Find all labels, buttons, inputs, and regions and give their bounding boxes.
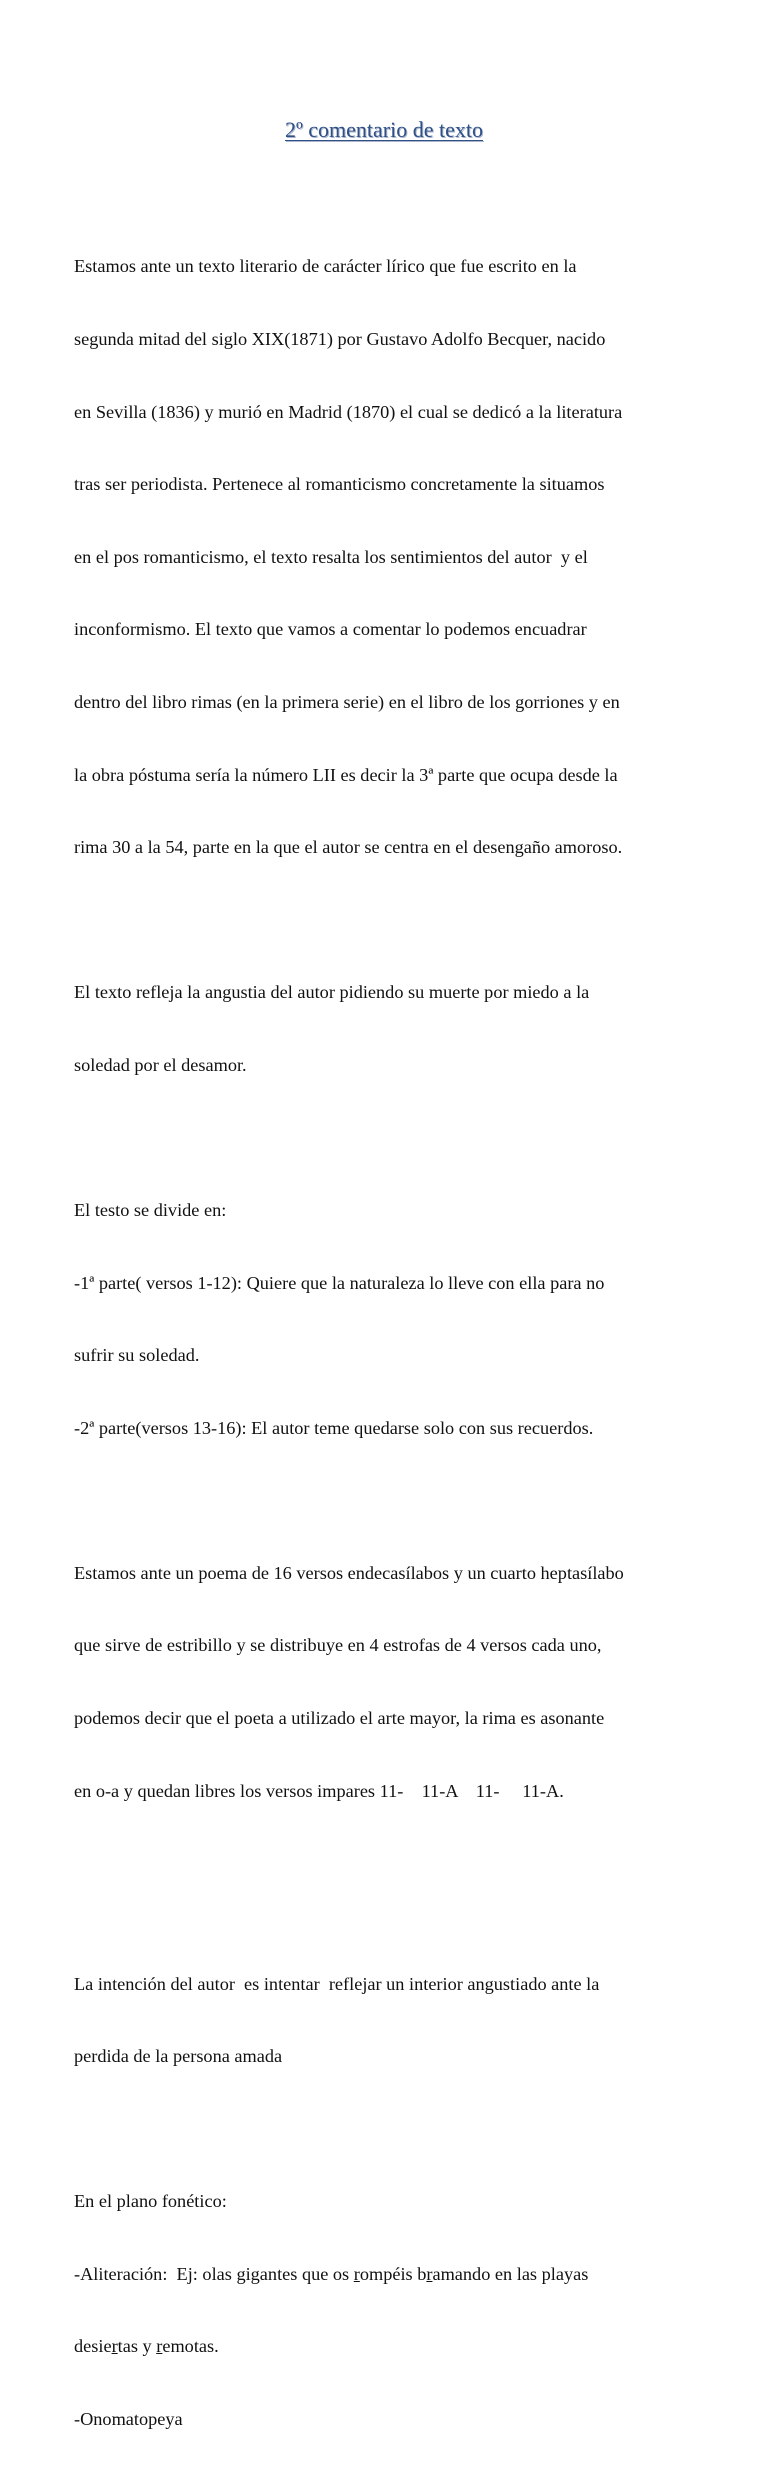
text-line: -Onomatopeya <box>74 2409 183 2430</box>
paragraph-intention <box>74 1923 714 2117</box>
text-line: -2ª parte(versos 13-16): El autor teme quedarse solo con sus recuerdos. <box>74 1417 594 1438</box>
paragraph-phonetic <box>74 2141 714 2480</box>
text-line: rima 30 a la 54, parte en la que el autor se centra en el desengaño amoroso. <box>74 837 623 858</box>
text-line: La intención del autor es intentar reflejar un interior angustiado ante la <box>74 1973 600 1994</box>
paragraph-structure <box>74 1150 714 1489</box>
text-line: perdida de la persona amada <box>74 2046 283 2067</box>
alliteration-line <box>74 2334 714 2358</box>
text-line: en el pos romanticismo, el texto resalta los sentimientos del autor y el <box>74 546 588 567</box>
text-line: El texto refleja la angustia del autor pidiendo su muerte por miedo a la <box>74 982 590 1003</box>
underlined-letter: r <box>426 2263 433 2284</box>
underlined-letter: r <box>353 2263 360 2284</box>
text-line: inconformismo. El texto que vamos a comentar lo podemos encuadrar <box>74 619 587 640</box>
text-line: en o-a y quedan libres los versos impares 11- 11-A 11- 11-A. <box>74 1780 564 1801</box>
text-segment: -Aliteración: Ej: olas gigantes que os <box>74 2263 354 2284</box>
text-line: Estamos ante un texto literario de carácter lírico que fue escrito en la <box>74 256 577 277</box>
text-line: Estamos ante un poema de 16 versos endecasílabos y un cuarto heptasílabo <box>74 1562 624 1583</box>
text-line: -1ª parte( versos 1-12): Quiere que la naturaleza lo lleve con ella para no <box>74 1272 605 1293</box>
text-line: en Sevilla (1836) y murió en Madrid (1870) el cual se dedicó a la literatura <box>74 401 623 422</box>
underlined-letter: r <box>111 2336 118 2357</box>
text-segment: amando en las playas <box>432 2263 589 2284</box>
text-line: la obra póstuma sería la número LII es decir la 3ª parte que ocupa desde la <box>74 764 618 785</box>
text-segment: ompéis b <box>359 2263 427 2284</box>
paragraph-theme <box>74 932 714 1126</box>
paragraph-intro <box>74 206 714 908</box>
text-line: segunda mitad del siglo XIX(1871) por Gustavo Adolfo Becquer, nacido <box>74 329 606 350</box>
alliteration-line <box>74 2262 714 2286</box>
text-segment: desie <box>74 2336 112 2357</box>
text-segment: tas y <box>117 2336 157 2357</box>
text-line: podemos decir que el poeta a utilizado el arte mayor, la rima es asonante <box>74 1707 605 1728</box>
text-line: soledad por el desamor. <box>74 1054 247 1075</box>
paragraph-metrics <box>74 1512 714 1851</box>
text-segment: emotas. <box>162 2336 219 2357</box>
text-line: dentro del libro rimas (en la primera serie) en el libro de los gorriones y en <box>74 692 620 713</box>
text-line: En el plano fonético: <box>74 2191 227 2212</box>
text-line: sufrir su soledad. <box>74 1345 200 1366</box>
document-body <box>74 206 714 2480</box>
document-title: 2º comentario de texto <box>284 117 484 142</box>
text-line: El testo se divide en: <box>74 1199 227 1220</box>
text-line: que sirve de estribillo y se distribuye en 4 estrofas de 4 versos cada uno, <box>74 1635 602 1656</box>
text-line: tras ser periodista. Pertenece al romanticismo concretamente la situamos <box>74 474 605 495</box>
underlined-letter: r <box>156 2336 163 2357</box>
